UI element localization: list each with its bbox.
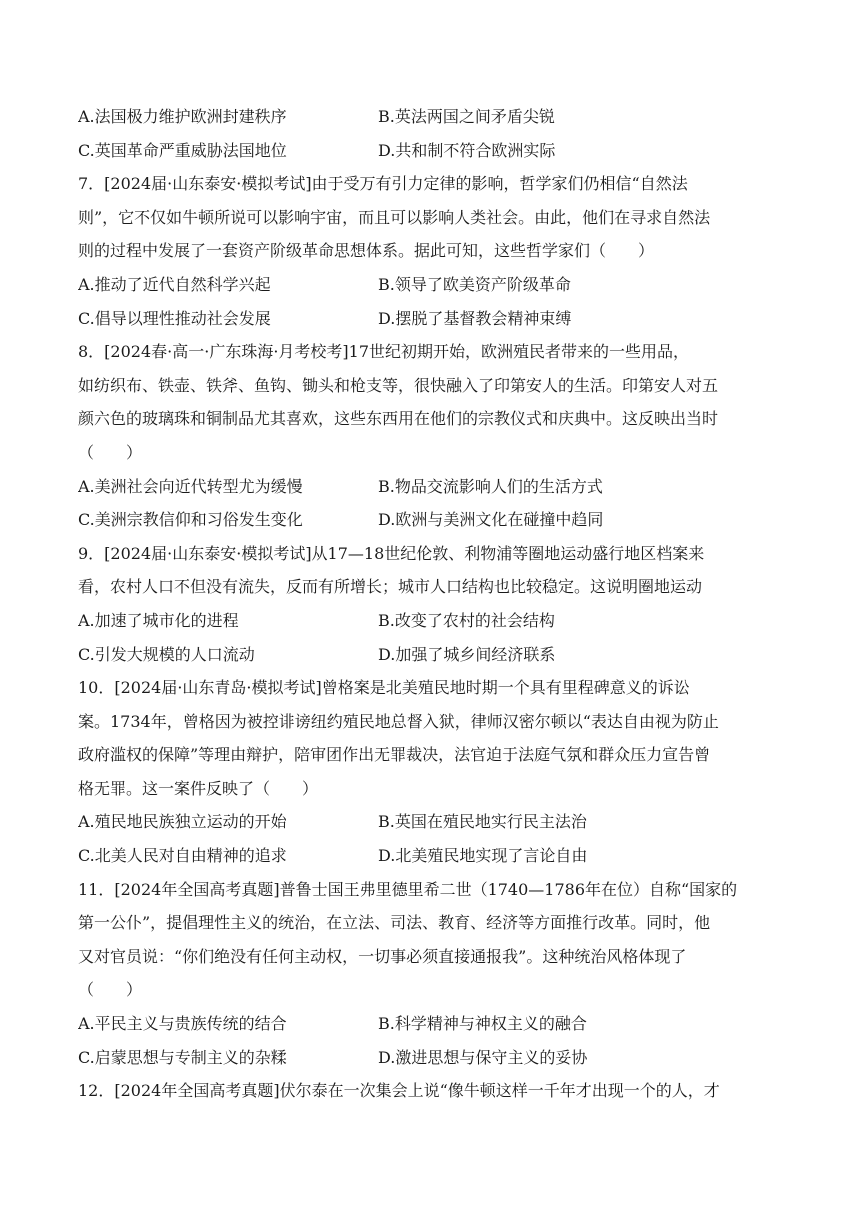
question-8 [78, 335, 784, 537]
q10-options-row-1 [78, 805, 784, 839]
question-11 [78, 873, 784, 1075]
q10-stem-line: 格无罪。这一案件反映了（ ） [78, 778, 319, 798]
q10-options-row-2 [78, 839, 784, 873]
q9-options-row-2 [78, 638, 784, 672]
q10-stem-line: 案。1734年，曾格因为被控诽谤纽约殖民地总督入狱，律师汉密尔顿以“表达自由视为防止 [78, 711, 719, 731]
q6-option-a[interactable]: A.法国极力维护欧洲封建秩序 [78, 107, 287, 126]
q11-option-a[interactable]: A.平民主义与贵族传统的结合 [78, 1014, 287, 1034]
q8-stem-line: 8．[2024春·高一·广东珠海·月考校考]17世纪初期开始，欧洲殖民者带来的一些用品， [78, 342, 690, 362]
q8-options-row-2 [78, 503, 784, 537]
q7-options-row-1 [78, 268, 784, 302]
q10-option-d[interactable]: D.北美殖民地实现了言论自由 [378, 846, 588, 866]
q8-stem-line: 颜六色的玻璃珠和铜制品尤其喜欢，这些东西用在他们的宗教仪式和庆典中。这反映出当时 [78, 409, 719, 429]
q8-option-b[interactable]: B.物品交流影响人们的生活方式 [378, 476, 603, 496]
q11-stem-line: 11．[2024年全国高考真题]普鲁士国王弗里德里希二世（1740—1786年在位）自称“国家的 [78, 879, 738, 899]
q7-option-a[interactable]: A.推动了近代自然科学兴起 [78, 274, 271, 294]
question-12 [78, 1074, 784, 1108]
q12-stem-line: 12．[2024年全国高考真题]伏尔泰在一次集会上说“像牛顿这样一千年才出现一个的人，才 [78, 1081, 720, 1101]
question-10 [78, 671, 784, 873]
q11-option-c[interactable]: C.启蒙思想与专制主义的杂糅 [78, 1047, 287, 1067]
q6-option-b[interactable]: B.英法两国之间矛盾尖锐 [378, 107, 555, 126]
q6-options-row-2 [78, 134, 784, 168]
q7-stem-line: 7．[2024届·山东泰安·模拟考试]由于受万有引力定律的影响，哲学家们仍相信“自然法 [78, 174, 688, 194]
q8-option-d[interactable]: D.欧洲与美洲文化在碰撞中趋同 [378, 510, 604, 530]
q7-option-c[interactable]: C.倡导以理性推动社会发展 [78, 308, 271, 328]
q9-option-c[interactable]: C.引发大规模的人口流动 [78, 644, 255, 664]
q7-stem-line: 则”，它不仅如牛顿所说可以影响宇宙，而且可以影响人类社会。由此，他们在寻求自然法 [78, 207, 711, 227]
q11-answer-blank: （ ） [78, 980, 143, 1000]
q11-options-row-2 [78, 1041, 784, 1075]
question-9 [78, 537, 784, 671]
q9-stem-line: 9．[2024届·山东泰安·模拟考试]从17—18世纪伦敦、利物浦等圈地运动盛行地区档案来 [78, 543, 705, 563]
q6-option-d[interactable]: D.共和制不符合欧洲实际 [378, 140, 556, 160]
q8-stem-line: 如纺织布、铁壶、铁斧、鱼钩、锄头和枪支等，很快融入了印第安人的生活。印第安人对五 [78, 375, 719, 395]
q9-option-d[interactable]: D.加强了城乡间经济联系 [378, 644, 556, 664]
q9-option-b[interactable]: B.改变了农村的社会结构 [378, 610, 555, 630]
q11-stem-line: 第一公仆”，提倡理性主义的统治，在立法、司法、教育、经济等方面推行改革。同时，他 [78, 913, 711, 933]
q10-stem-line: 政府滥权的保障”等理由辩护，陪审团作出无罪裁决，法官迫于法庭气氛和群众压力宣告曾 [78, 745, 711, 765]
q8-options-row-1 [78, 470, 784, 504]
q7-option-b[interactable]: B.领导了欧美资产阶级革命 [378, 274, 571, 294]
q10-option-b[interactable]: B.英国在殖民地实行民主法治 [378, 812, 587, 832]
q10-option-a[interactable]: A.殖民地民族独立运动的开始 [78, 812, 287, 832]
q9-options-row-1 [78, 604, 784, 638]
q8-answer-blank: （ ） [78, 442, 143, 462]
q10-stem-line: 10．[2024届·山东青岛·模拟考试]曾格案是北美殖民地时期一个具有里程碑意义的诉讼 [78, 678, 690, 698]
q6-option-c[interactable]: C.英国革命严重威胁法国地位 [78, 140, 287, 160]
q9-stem-line: 看，农村人口不但没有流失，反而有所增长；城市人口结构也比较稳定。这说明圈地运动 [78, 577, 703, 597]
q7-options-row-2 [78, 302, 784, 336]
exam-page [78, 100, 784, 1108]
question-7 [78, 167, 784, 335]
q8-option-c[interactable]: C.美洲宗教信仰和习俗发生变化 [78, 510, 303, 530]
q10-option-c[interactable]: C.北美人民对自由精神的追求 [78, 846, 287, 866]
q7-option-d[interactable]: D.摆脱了基督教会精神束缚 [378, 308, 572, 328]
q8-option-a[interactable]: A.美洲社会向近代转型尤为缓慢 [78, 476, 303, 496]
q9-option-a[interactable]: A.加速了城市化的进程 [78, 610, 239, 630]
q7-stem-line: 则的过程中发展了一套资产阶级革命思想体系。据此可知，这些哲学家们（ ） [78, 241, 655, 261]
q11-options-row-1 [78, 1007, 784, 1041]
q11-option-d[interactable]: D.激进思想与保守主义的妥协 [378, 1047, 588, 1067]
q11-option-b[interactable]: B.科学精神与神权主义的融合 [378, 1014, 587, 1034]
q6-options-row-1 [78, 100, 784, 134]
q11-stem-line: 又对官员说：“你们绝没有任何主动权，一切事必须直接通报我”。这种统治风格体现了 [78, 946, 687, 966]
